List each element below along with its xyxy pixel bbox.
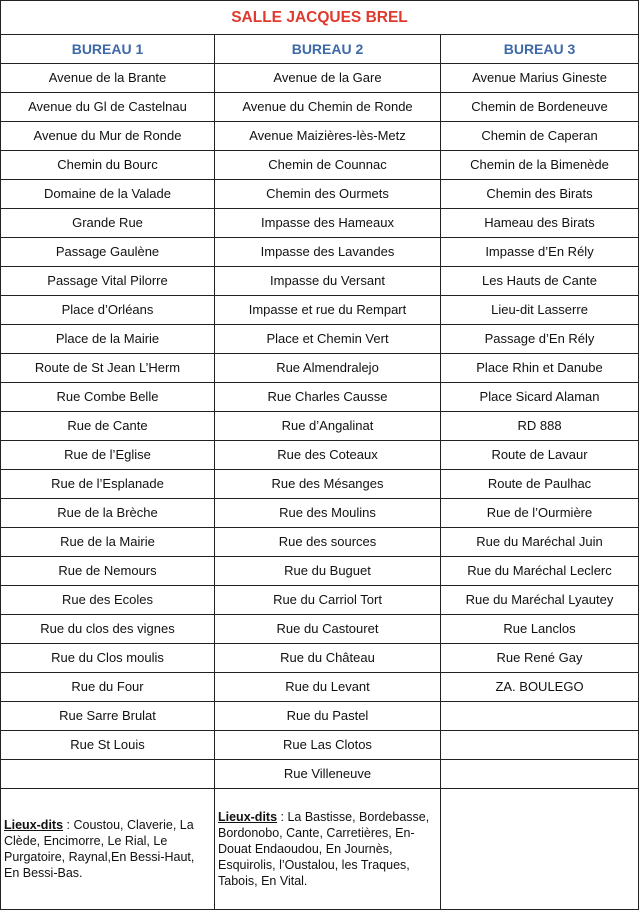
street-cell-bureau-2: Rue Las Clotos bbox=[215, 731, 441, 760]
street-cell-bureau-2: Chemin des Ourmets bbox=[215, 180, 441, 209]
street-cell-bureau-2: Rue Villeneuve bbox=[215, 760, 441, 789]
table-row bbox=[1, 615, 639, 644]
header-row bbox=[1, 35, 639, 64]
table-row bbox=[1, 122, 639, 151]
street-cell-bureau-2: Rue des Mésanges bbox=[215, 470, 441, 499]
street-cell-bureau-1: Rue Combe Belle bbox=[1, 383, 215, 412]
street-rows bbox=[1, 64, 639, 789]
bureau-3-header: BUREAU 3 bbox=[441, 35, 639, 64]
street-cell-bureau-3: Rue Lanclos bbox=[441, 615, 639, 644]
street-cell-bureau-3: Chemin de la Bimenède bbox=[441, 151, 639, 180]
street-cell-bureau-2: Rue des Moulins bbox=[215, 499, 441, 528]
street-cell-bureau-1: Route de St Jean L’Herm bbox=[1, 354, 215, 383]
table-row bbox=[1, 267, 639, 296]
street-cell-bureau-1 bbox=[1, 760, 215, 789]
street-cell-bureau-3: Rue de l’Ourmière bbox=[441, 499, 639, 528]
street-cell-bureau-3: Hameau des Birats bbox=[441, 209, 639, 238]
street-cell-bureau-2: Rue d’Angalinat bbox=[215, 412, 441, 441]
street-cell-bureau-3: Route de Lavaur bbox=[441, 441, 639, 470]
table-row bbox=[1, 470, 639, 499]
street-cell-bureau-1: Rue du clos des vignes bbox=[1, 615, 215, 644]
table-row bbox=[1, 354, 639, 383]
table-row bbox=[1, 325, 639, 354]
table-row bbox=[1, 93, 639, 122]
street-cell-bureau-3: ZA. BOULEGO bbox=[441, 673, 639, 702]
street-cell-bureau-1: Rue de la Brèche bbox=[1, 499, 215, 528]
street-cell-bureau-3: Avenue Marius Gineste bbox=[441, 64, 639, 93]
street-cell-bureau-3: Chemin de Caperan bbox=[441, 122, 639, 151]
street-cell-bureau-3: RD 888 bbox=[441, 412, 639, 441]
table-row bbox=[1, 760, 639, 789]
bureau-1-header: BUREAU 1 bbox=[1, 35, 215, 64]
street-cell-bureau-3: Rue René Gay bbox=[441, 644, 639, 673]
street-cell-bureau-1: Domaine de la Valade bbox=[1, 180, 215, 209]
street-cell-bureau-2: Chemin de Counnac bbox=[215, 151, 441, 180]
street-cell-bureau-2: Rue des sources bbox=[215, 528, 441, 557]
street-cell-bureau-3: Route de Paulhac bbox=[441, 470, 639, 499]
street-cell-bureau-2: Impasse des Lavandes bbox=[215, 238, 441, 267]
table-row bbox=[1, 238, 639, 267]
street-cell-bureau-2: Rue du Pastel bbox=[215, 702, 441, 731]
street-cell-bureau-2: Impasse des Hameaux bbox=[215, 209, 441, 238]
street-cell-bureau-2: Rue du Château bbox=[215, 644, 441, 673]
table-row bbox=[1, 499, 639, 528]
street-cell-bureau-1: Passage Vital Pilorre bbox=[1, 267, 215, 296]
street-cell-bureau-3: Rue du Maréchal Leclerc bbox=[441, 557, 639, 586]
street-cell-bureau-3 bbox=[441, 731, 639, 760]
street-cell-bureau-3: Les Hauts de Cante bbox=[441, 267, 639, 296]
street-cell-bureau-3: Rue du Maréchal Juin bbox=[441, 528, 639, 557]
table-row bbox=[1, 441, 639, 470]
table-row bbox=[1, 673, 639, 702]
street-cell-bureau-3: Rue du Maréchal Lyautey bbox=[441, 586, 639, 615]
street-cell-bureau-1: Place de la Mairie bbox=[1, 325, 215, 354]
table-row bbox=[1, 209, 639, 238]
street-cell-bureau-1: Rue de la Mairie bbox=[1, 528, 215, 557]
street-cell-bureau-1: Chemin du Bourc bbox=[1, 151, 215, 180]
street-cell-bureau-2: Rue Almendralejo bbox=[215, 354, 441, 383]
lieux-dits-row bbox=[1, 789, 639, 910]
street-cell-bureau-3: Chemin de Bordeneuve bbox=[441, 93, 639, 122]
lieux-dits-bureau-1 bbox=[1, 789, 215, 910]
street-cell-bureau-2: Rue Charles Causse bbox=[215, 383, 441, 412]
table-row bbox=[1, 557, 639, 586]
lieux-dits-bureau-2 bbox=[215, 789, 441, 910]
street-cell-bureau-1: Grande Rue bbox=[1, 209, 215, 238]
street-cell-bureau-1: Rue du Four bbox=[1, 673, 215, 702]
street-cell-bureau-1: Rue de l’Esplanade bbox=[1, 470, 215, 499]
street-cell-bureau-3: Lieu-dit Lasserre bbox=[441, 296, 639, 325]
street-cell-bureau-2: Place et Chemin Vert bbox=[215, 325, 441, 354]
table-row bbox=[1, 151, 639, 180]
street-cell-bureau-2: Rue du Castouret bbox=[215, 615, 441, 644]
street-cell-bureau-1: Avenue du Gl de Castelnau bbox=[1, 93, 215, 122]
street-cell-bureau-1: Avenue du Mur de Ronde bbox=[1, 122, 215, 151]
street-cell-bureau-2: Avenue de la Gare bbox=[215, 64, 441, 93]
street-cell-bureau-3: Impasse d’En Rély bbox=[441, 238, 639, 267]
street-cell-bureau-3: Chemin des Birats bbox=[441, 180, 639, 209]
street-cell-bureau-2: Impasse et rue du Rempart bbox=[215, 296, 441, 325]
bureau-2-header: BUREAU 2 bbox=[215, 35, 441, 64]
street-cell-bureau-3: Place Rhin et Danube bbox=[441, 354, 639, 383]
lieux-dits-text: : La Bastisse, Bordebasse, Bordonobo, Cante, Carretières, En-Douat Endaoudou, En Journès, Esquirolis, l’Oustalou, les Traques, Tabois, En Vital. bbox=[218, 810, 430, 888]
street-cell-bureau-3: Passage d’En Rély bbox=[441, 325, 639, 354]
table-row bbox=[1, 296, 639, 325]
street-cell-bureau-3 bbox=[441, 760, 639, 789]
title-row bbox=[1, 1, 639, 35]
street-cell-bureau-3 bbox=[441, 702, 639, 731]
street-cell-bureau-1: Rue de l’Eglise bbox=[1, 441, 215, 470]
table-row bbox=[1, 586, 639, 615]
street-cell-bureau-1: Passage Gaulène bbox=[1, 238, 215, 267]
page-title: SALLE JACQUES BREL bbox=[1, 1, 639, 35]
lieux-dits-label: Lieux-dits bbox=[218, 810, 278, 824]
street-cell-bureau-3: Place Sicard Alaman bbox=[441, 383, 639, 412]
table-row bbox=[1, 383, 639, 412]
street-cell-bureau-2: Impasse du Versant bbox=[215, 267, 441, 296]
street-cell-bureau-2: Rue des Coteaux bbox=[215, 441, 441, 470]
street-cell-bureau-1: Rue du Clos moulis bbox=[1, 644, 215, 673]
table-row bbox=[1, 412, 639, 441]
street-cell-bureau-2: Rue du Carriol Tort bbox=[215, 586, 441, 615]
table-row bbox=[1, 180, 639, 209]
street-cell-bureau-2: Rue du Buguet bbox=[215, 557, 441, 586]
street-cell-bureau-1: Rue de Nemours bbox=[1, 557, 215, 586]
lieux-dits-bureau-3 bbox=[441, 789, 639, 910]
table-row bbox=[1, 644, 639, 673]
street-cell-bureau-1: Rue St Louis bbox=[1, 731, 215, 760]
street-cell-bureau-1: Rue de Cante bbox=[1, 412, 215, 441]
street-cell-bureau-2: Avenue du Chemin de Ronde bbox=[215, 93, 441, 122]
table-row bbox=[1, 702, 639, 731]
street-cell-bureau-2: Rue du Levant bbox=[215, 673, 441, 702]
street-cell-bureau-2: Avenue Maizières-lès-Metz bbox=[215, 122, 441, 151]
street-cell-bureau-1: Avenue de la Brante bbox=[1, 64, 215, 93]
street-cell-bureau-1: Place d’Orléans bbox=[1, 296, 215, 325]
lieux-dits-text: : Coustou, Claverie, La Clède, Encimorre, Le Rial, Le Purgatoire, Raynal,En Bessi-Haut, En Bessi-Bas. bbox=[4, 818, 195, 880]
street-cell-bureau-1: Rue des Ecoles bbox=[1, 586, 215, 615]
street-cell-bureau-1: Rue Sarre Brulat bbox=[1, 702, 215, 731]
table-row bbox=[1, 731, 639, 760]
table-row bbox=[1, 64, 639, 93]
table-row bbox=[1, 528, 639, 557]
lieux-dits-label: Lieux-dits bbox=[4, 818, 64, 832]
